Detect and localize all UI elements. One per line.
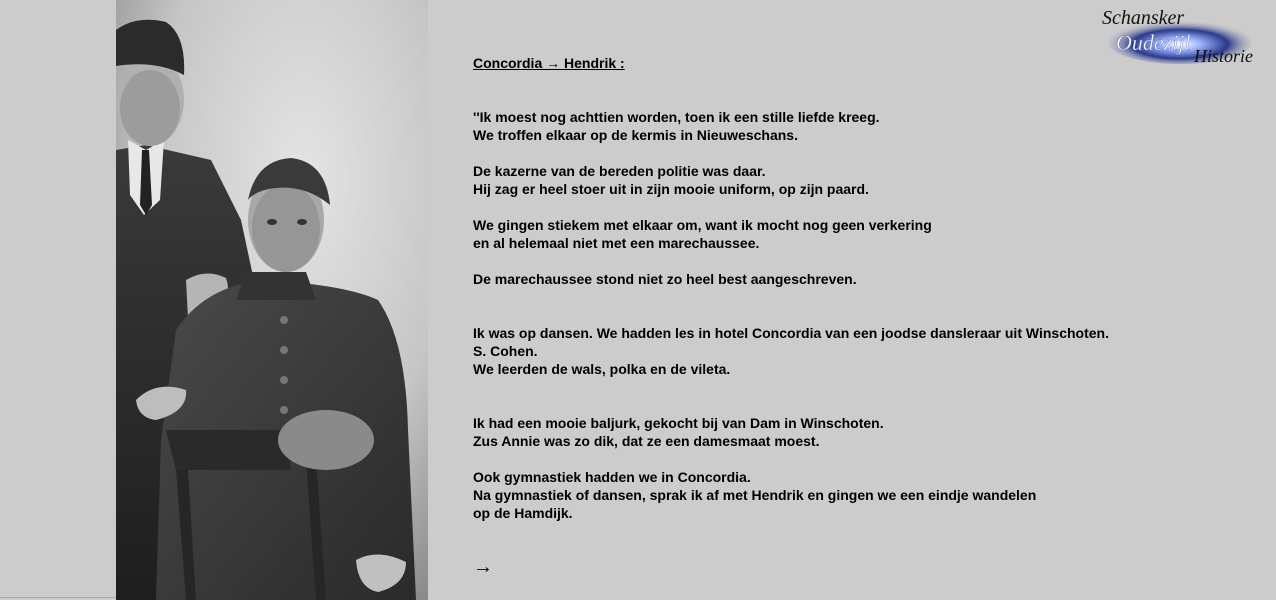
historic-photo: [116, 0, 428, 600]
photo-illustration: [116, 0, 428, 600]
divider: [0, 597, 116, 598]
logo-text-schansker: Schansker: [1102, 7, 1185, 29]
page-title: Concordia → Hendrik :: [473, 55, 625, 71]
logo-text-historie: Historie: [1194, 46, 1254, 66]
paragraph-3: We gingen stiekem met elkaar om, want ik mocht nog geen verkering en al helemaal niet met een marechaussee.: [473, 217, 932, 251]
paragraph-4: De marechaussee stond niet zo heel best aangeschreven.: [473, 271, 857, 287]
next-page-arrow[interactable]: →: [473, 556, 493, 578]
paragraph-2: De kazerne van de bereden politie was daar. Hij zag er heel stoer uit in zijn mooie uniform, op zijn paard.: [473, 163, 869, 197]
paragraph-6: Ik had een mooie baljurk, gekocht bij van Dam in Winschoten. Zus Annie was zo dik, dat ze een damesmaat moest.: [473, 415, 884, 449]
paragraph-5: Ik was op dansen. We hadden les in hotel Concordia van een joodse dansleraar uit Winschoten. S. Cohen. We leerden de wals, polka en de vileta.: [473, 325, 1109, 377]
story-text: [473, 54, 1253, 540]
paragraph-1: ''Ik moest nog achttien worden, toen ik een stille liefde kreeg. We troffen elkaar op de kermis in Nieuweschans.: [473, 109, 880, 143]
logo-text-oudezijl: Oudezijl: [1116, 30, 1191, 55]
paragraph-7: Ook gymnastiek hadden we in Concordia. Na gymnastiek of dansen, sprak ik af met Hendrik en gingen we een eindje wandelen op de Hamdijk.: [473, 469, 1037, 521]
